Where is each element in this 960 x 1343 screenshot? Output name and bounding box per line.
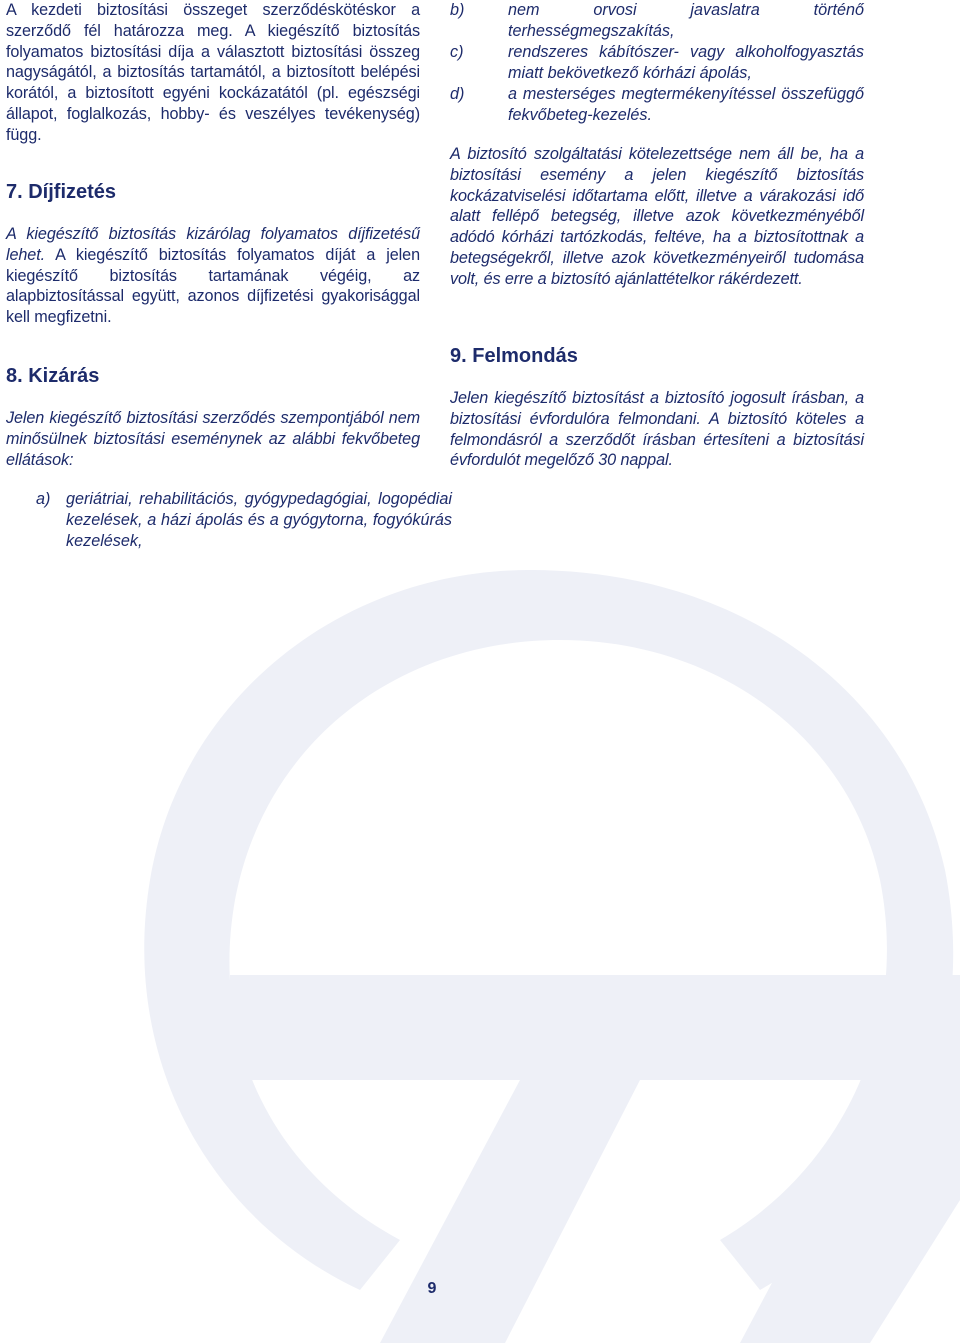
- list-item-text: a mesterséges megtermékenyítéssel összefüggő fekvőbeteg-kezelés.: [508, 85, 864, 124]
- provider-obligation-paragraph: A biztosító szolgáltatási kötelezettsége nem áll be, ha a biztosítási esemény a jelen kiegészítő biztosítás kockázatviselési időtartama előtt, illetve a várakozási idő alatt fellépő betegség, illetve azok következményéből adódó kórházi tartózkodás, feltéve, ha a biztosítottnak a betegségekről, illetve azok következményeiről tudomása volt, és erre a biztosító ajánlattételkor rákérdezett.: [450, 145, 864, 288]
- list-item-text: geriátriai, rehabilitációs, gyógypedagógiai, logopédiai kezelések, a házi ápolás és a gyógytorna, fogyókúrás kezelések,: [66, 490, 452, 550]
- premium-payment-italic: A kiegészítő biztosítás kizárólag folyamatos díjfizetésű lehet.: [6, 225, 420, 264]
- list-item-text: rendszeres kábítószer- vagy alkoholfogyasztás miatt bekövetkező kórházi ápolás,: [508, 43, 864, 82]
- premium-payment-paragraph: [6, 224, 420, 328]
- page-number: 9: [427, 1280, 437, 1297]
- list-item-text: nem orvosi javaslatra történő terhességmegszakítás,: [508, 1, 864, 40]
- exclusion-intro-paragraph: Jelen kiegészítő biztosítási szerződés szempontjából nem minősülnek biztosítási eseménynek az alábbi fekvőbeteg ellátások:: [6, 409, 420, 469]
- list-marker: d): [450, 85, 465, 103]
- premium-amount-paragraph: A kezdeti biztosítási összeget szerződéskötéskor a szerződő fél határozza meg. A kiegészítő biztosítás folyamatos biztosítási díja a választott biztosítási összeg nagyságától, a biztosítás tartamától, a biztosított belépési korától, a biztosított egyéni kockázatától (pl. egészségi állapot, foglalkozás, hobby- és veszélyes tevékenység) függ.: [6, 1, 420, 144]
- list-marker: c): [450, 43, 464, 61]
- section-8-heading: 8. Kizárás: [6, 365, 100, 387]
- list-marker: b): [450, 1, 465, 19]
- section-7-heading: 7. Díjfizetés: [6, 181, 117, 203]
- list-marker: a): [36, 490, 51, 508]
- termination-paragraph: Jelen kiegészítő biztosítást a biztosító jogosult írásban, a biztosítási évfordulóra felmondani. A biztosító köteles a felmondásról a szerződőt írásban értesíteni a biztosítási évfordulót megelőző 30 nappal.: [450, 389, 864, 470]
- premium-payment-rest: A kiegészítő biztosítás folyamatos díját a jelen kiegészítő biztosítás tartamának végéig, az alapbiztosítással együtt, azonos díjfizetési gyakorisággal kell megfizetni.: [6, 245, 420, 327]
- section-9-heading: 9. Felmondás: [450, 345, 578, 367]
